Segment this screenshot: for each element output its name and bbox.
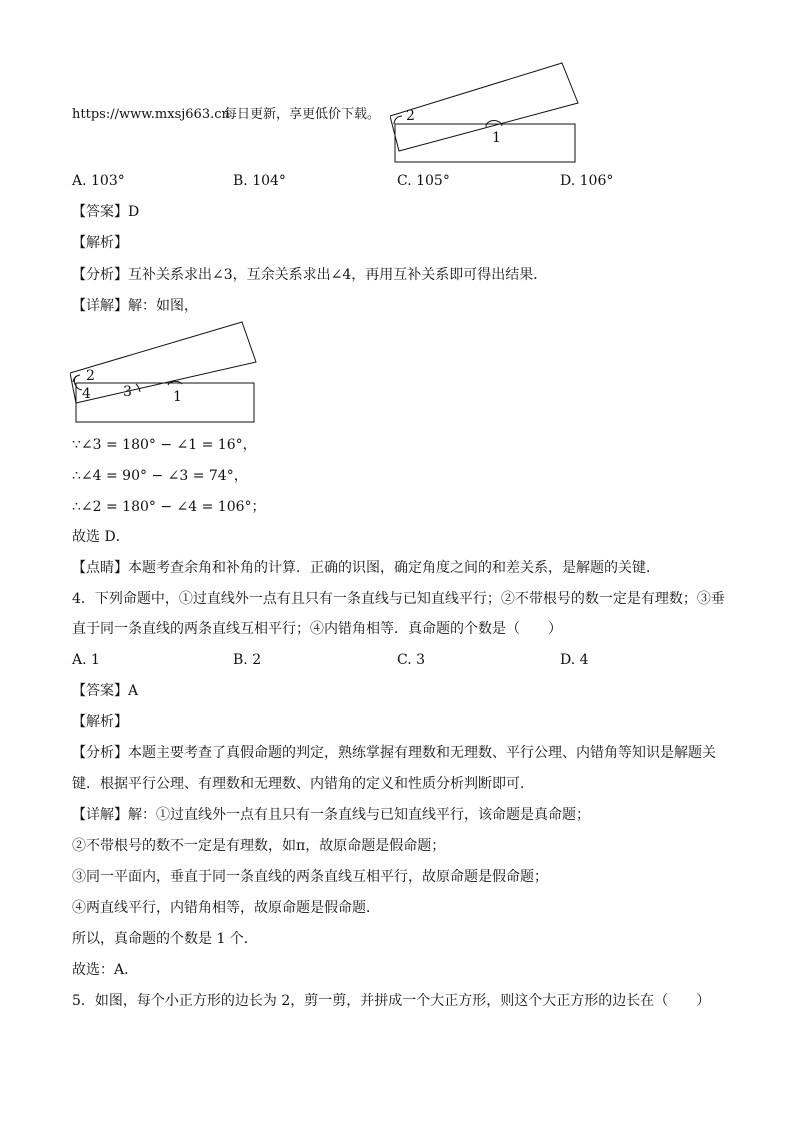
q3-step-2: ∴∠4 = 90° − ∠3 = 74°， bbox=[72, 468, 248, 484]
q3-answer: 【答案】D bbox=[72, 204, 140, 220]
q4-fenxi-line-1: 【分析】本题主要考查了真假命题的判定，熟练掌握有理数和无理数、平行公理、内错角等知识是解题关 bbox=[72, 745, 716, 761]
q3-choice-a: A. 103° bbox=[72, 173, 125, 189]
q3-xiangjie: 【详解】解：如图， bbox=[72, 298, 198, 314]
header-slogan: 每日更新，享更低价下载。 bbox=[224, 107, 381, 122]
q4-choice-b: B. 2 bbox=[233, 652, 262, 668]
q4-fenxi-line-2: 键．根据平行公理、有理数和无理数、内错角的定义和性质分析判断即可． bbox=[72, 776, 534, 792]
q4-line-4: ④两直线平行，内错角相等，故原命题是假命题． bbox=[72, 900, 380, 916]
q3-choice-b: B. 104° bbox=[233, 173, 286, 189]
q3-figure-bottom bbox=[70, 318, 270, 428]
q3-bottom-label-2: 2 bbox=[86, 368, 95, 384]
q3-figure-top bbox=[390, 58, 590, 168]
q4-jiexi: 【解析】 bbox=[72, 714, 128, 730]
q3-bottom-label-1: 1 bbox=[173, 389, 182, 405]
q4-line-2: ②不带根号的数不一定是有理数，如π，故原命题是假命题； bbox=[72, 838, 446, 854]
q3-jiexi: 【解析】 bbox=[72, 235, 128, 251]
q4-stem-line-2: 直于同一条直线的两条直线互相平行；④内错角相等．真命题的个数是（ ） bbox=[72, 621, 562, 637]
q4-summary: 所以，真命题的个数是 1 个． bbox=[72, 931, 258, 947]
q4-stem-line-1: 4．下列命题中，①过直线外一点有且只有一条直线与已知直线平行；②不带根号的数一定是有理数；③垂 bbox=[72, 591, 725, 607]
q4-answer: 【答案】A bbox=[72, 683, 139, 699]
q4-xiangjie-line-1: 【详解】解：①过直线外一点有且只有一条直线与已知直线平行，该命题是真命题； bbox=[72, 807, 590, 823]
q3-conclusion: 故选 D． bbox=[72, 529, 130, 545]
header-url: https://www.mxsj663.cn bbox=[72, 107, 230, 122]
q3-choice-c: C. 105° bbox=[397, 173, 450, 189]
q4-line-3: ③同一平面内，垂直于同一条直线的两条直线互相平行，故原命题是假命题； bbox=[72, 869, 548, 885]
q3-step-3: ∴∠2 = 180° − ∠4 = 106°； bbox=[72, 499, 266, 515]
q3-step-1: ∵∠3 = 180° − ∠1 = 16°， bbox=[72, 437, 257, 453]
q4-choice-d: D. 4 bbox=[560, 652, 589, 668]
q3-fenxi: 【分析】互补关系求出∠3，互余关系求出∠4，再用互补关系即可得出结果． bbox=[72, 267, 548, 283]
q3-top-label-2: 2 bbox=[406, 108, 415, 124]
q3-bottom-label-3: 3 bbox=[123, 384, 132, 400]
q3-dianjing: 【点睛】本题考查余角和补角的计算．正确的识图，确定角度之间的和差关系，是解题的关键． bbox=[72, 560, 660, 576]
q4-choice-a: A. 1 bbox=[72, 652, 100, 668]
q3-top-label-1: 1 bbox=[492, 130, 501, 146]
q3-choice-d: D. 106° bbox=[560, 173, 614, 189]
q5-stem: 5．如图，每个小正方形的边长为 2，剪一剪，并拼成一个大正方形，则这个大正方形的边长在（ ） bbox=[72, 993, 711, 1009]
q4-choice-c: C. 3 bbox=[397, 652, 426, 668]
q4-conclusion: 故选：A． bbox=[72, 962, 139, 978]
q3-bottom-label-4: 4 bbox=[82, 386, 91, 402]
